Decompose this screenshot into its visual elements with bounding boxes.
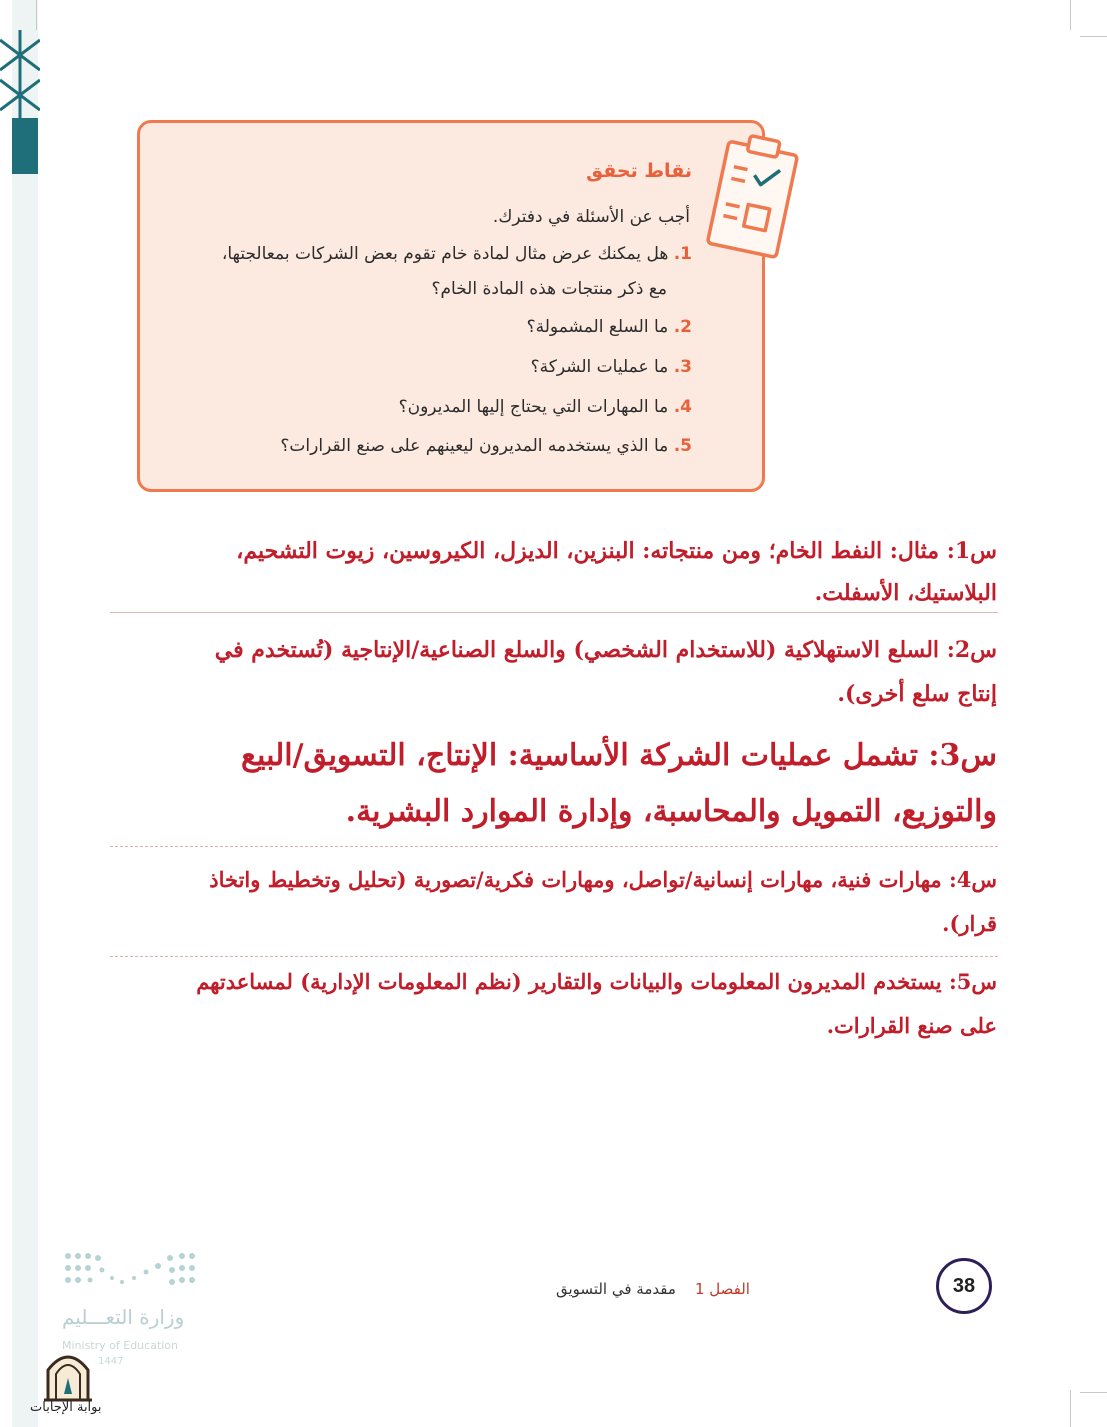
teal-margin-block: [12, 118, 38, 174]
page-number: 38: [936, 1258, 992, 1314]
chapter-title: مقدمة في التسويق: [556, 1280, 676, 1298]
question-text: ما المهارات التي يحتاج إليها المديرون؟: [398, 397, 669, 417]
checkpoint-question-3: [531, 357, 692, 377]
answers-gate-logo-icon: [42, 1348, 94, 1402]
checkpoint-title: نقاط تحقق: [586, 160, 692, 182]
answer-line: س3: تشمل عمليات الشركة الأساسية: الإنتاج، التسويق/البيع: [241, 738, 997, 773]
checkpoint-question-2: [527, 317, 692, 337]
checkpoint-question-4: [399, 397, 692, 417]
question-number: 1.: [673, 244, 692, 264]
question-number: 3.: [673, 357, 692, 377]
answer-line: س1: مثال: النفط الخام؛ ومن منتجاته: البنزين، الديزل، الكيروسين، زيوت التشحيم،: [236, 538, 997, 564]
answer-3: [109, 728, 997, 840]
site-name: بوابة الإجابات: [30, 1400, 102, 1415]
ministry-year: 1447: [98, 1356, 124, 1367]
answer-line: والتوزيع، التمويل والمحاسبة، وإدارة الموارد البشرية.: [345, 794, 997, 829]
answer-separator: [110, 846, 998, 847]
answer-4: [109, 858, 997, 946]
clipboard-checklist-icon: [700, 122, 812, 272]
chapter-label: الفصل 1: [694, 1280, 750, 1298]
answer-line: إنتاج سلع أخرى).: [837, 681, 997, 707]
checkpoint-question-1: [222, 244, 692, 264]
crop-mark: [36, 0, 37, 30]
chapter-footer: [556, 1280, 750, 1298]
question-text: هل يمكنك عرض مثال لمادة خام تقوم بعض الشركات بمعالجتها،: [221, 244, 669, 264]
crop-mark: [1070, 0, 1071, 30]
question-number: 2.: [673, 317, 692, 337]
answer-separator: [110, 956, 998, 957]
ministry-name-english: Ministry of Education: [62, 1339, 179, 1352]
answer-line: على صنع القرارات.: [826, 1013, 997, 1038]
checkpoint-question-1-continued: مع ذكر منتجات هذه المادة الخام؟: [431, 279, 667, 299]
answer-line: قرار).: [942, 911, 997, 936]
crop-mark: [1070, 1390, 1071, 1427]
crop-mark: [1080, 1392, 1107, 1393]
answer-line: س4: مهارات فنية، مهارات إنسانية/تواصل، ومهارات فكرية/تصورية (تحليل وتخطيط واتخاذ: [209, 867, 997, 892]
ministry-name-arabic: وزارة التعـــليم: [62, 1305, 185, 1329]
answer-line: س2: السلع الاستهلاكية (للاستخدام الشخصي) والسلع الصناعية/الإنتاجية (تُستخدم في: [214, 637, 997, 663]
question-number: 5.: [673, 436, 692, 456]
question-number: 4.: [673, 397, 692, 417]
left-margin-strip: [12, 0, 38, 1427]
checkpoint-intro: أجب عن الأسئلة في دفترك.: [492, 207, 690, 227]
question-text: ما عمليات الشركة؟: [530, 357, 669, 377]
answer-1: [109, 530, 997, 614]
answer-line: س5: يستخدم المديرون المعلومات والبيانات والتقارير (نظم المعلومات الإدارية) لمساعدتهم: [196, 969, 997, 994]
answer-2: [109, 628, 997, 716]
answer-line: البلاستيك، الأسفلت.: [814, 580, 997, 606]
checkpoint-question-5: [280, 436, 692, 456]
crop-mark: [1080, 36, 1107, 37]
answer-5: [109, 960, 997, 1048]
decorative-pattern-icon: [0, 30, 40, 120]
answer-separator: [110, 612, 998, 613]
question-text: ما الذي يستخدمه المديرون ليعينهم على صنع القرارات؟: [280, 436, 669, 456]
question-text: ما السلع المشمولة؟: [526, 317, 669, 337]
ministry-logo-icon: [62, 1250, 202, 1296]
